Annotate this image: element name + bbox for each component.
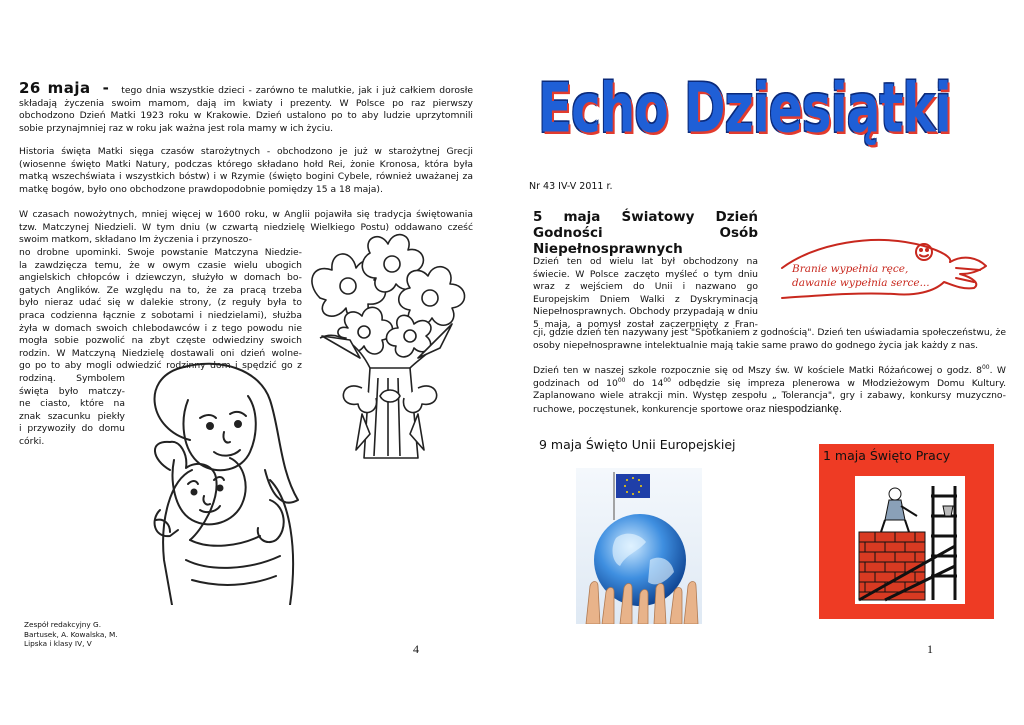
hands-slogan-illustration <box>774 232 994 302</box>
school-text: . W godzinach od 10 <box>533 365 1006 389</box>
history-paragraph: Historia święta Matki sięga czasów starożytnych - obchodzono je już w starożytnej Grecji (wiosenne święto Matki Natury, podczas którego składano hołd Rei, żonie Kronosa, która była matką wszechświata i wszystkich bóstw) i w Rzymie (święto bogini Cybele, również uważanej za matkę bogów, było ono obchodzone prawdopodobnie pomiędzy 15 a 18 maja). <box>19 146 473 195</box>
labour-day-box <box>819 444 994 619</box>
text-line: go po to aby mogli odwiedzić rodzinny dom i spędzić go z <box>19 360 302 372</box>
newsletter-masthead: Echo Dziesiątki <box>538 69 951 148</box>
time-sup: 00 <box>617 376 626 384</box>
disability-day-heading: 5 maja Światowy Dzień Godności Osób Niepełnosprawnych <box>533 209 758 257</box>
bricklayer-illustration <box>855 476 965 604</box>
school-text: do 14 <box>625 377 664 389</box>
school-text: Dzień ten w naszej szkole rozpocznie się od Mszy św. W kościele Matki Różańcowej o godz. 8 <box>533 365 982 376</box>
text-line: znak szacunku piekły <box>19 410 125 422</box>
editorial-line: Lipska i klasy IV, V <box>24 639 92 648</box>
page-number-right: 1 <box>927 642 933 656</box>
disability-day-text-narrow: Dzień ten od wielu lat był obchodzony na świecie. W Polsce zaczęto myśleć o tym dniu wraz z wejściem do Unii i nazwano go Europejskim Dniem Walki z Dyskryminacją Niepełnosprawnych. Obchody przypadają w dniu 5 maja, a pomysł został zaczerpnięty z Fran- <box>533 256 758 330</box>
page-number-left: 4 <box>413 642 419 656</box>
text-line: rodzin. W Matczyną Niedzielę dostawali oni dzień wolne- <box>19 347 302 359</box>
time-sup: 00 <box>981 363 990 371</box>
school-event-text <box>533 365 1006 416</box>
editorial-team <box>24 620 164 649</box>
editorial-line: Bartusek, A. Kowalska, M. <box>24 629 118 639</box>
text-line: żyła w domach swoich chlebodawców i z tego powodu nie <box>19 322 302 334</box>
disability-day-text-wide: cji, gdzie dzień ten nazywany jest "Spotkaniem z godnością". Dzień ten uświadamia społeczeństwu, że osoby niepełnosprawne intelektualnie mają takie same prawo do godnego życia jak każdy z nas. <box>533 327 1006 351</box>
eu-globe-photo <box>576 468 702 624</box>
modern-paragraph-lines <box>19 247 302 373</box>
mothers-day-intro <box>19 79 473 135</box>
text-line: było nieraz udać się w dalekie strony, (z reguły była to <box>19 297 302 309</box>
hands-slogan-line1: Branie wypełnia ręce, <box>792 263 909 275</box>
eu-day-caption: 9 maja Święto Unii Europejskiej <box>539 437 736 452</box>
text-line: no drobne upominki. Swoje powstanie Matczyna Niedzie- <box>19 247 302 258</box>
modern-paragraph-narrow <box>19 373 125 449</box>
time-sup: 00 <box>663 376 671 384</box>
flower-bouquet-illustration <box>300 228 480 460</box>
text-line: i przywoziły do domu <box>19 423 125 435</box>
hands-slogan-line2: dawanie wypełnia serce... <box>792 277 930 289</box>
text-line: święta było matczy- <box>19 385 125 397</box>
text-line: gatych Anglików. Ze względu na to, że za pracą trzeba <box>19 284 302 296</box>
article-dash: - <box>102 79 110 97</box>
editorial-line: Zespół redakcyjny G. <box>24 620 102 629</box>
text-line: angielskich chłopców i dziewczyn, służyło w domach bo- <box>19 272 302 284</box>
right-page <box>512 0 1024 725</box>
text-line: córki. <box>19 435 45 447</box>
surprise-word: niespodziankę. <box>768 402 842 415</box>
issue-number: Nr 43 IV-V 2011 r. <box>529 181 613 192</box>
school-text: odbędzie się impreza plenerowa w Młodzieżowym Domu Kultury. Zaplanowano wiele atrakcji min. Występ zespołu „ Tolerancja", gry i zabawy, konkursy muzyczno-ruchowe, poczęstunek, konkurencje sportowe oraz <box>533 377 1006 415</box>
mother-and-child-illustration <box>130 360 315 605</box>
intro-text: tego dnia wszystkie dzieci - zarówno te malutkie, jak i już całkiem dorosłe składają życzenia swoim mamom, dają im kwiaty i prezenty. W Polsce po raz pierwszy obchodzono Dzień Matki 1923 roku w Krakowie. Dzień ustalono po to aby ludzie uprzytomnili sobie przynajmniej raz w roku jak ważna jest rola mamy w ich życiu. <box>19 85 473 134</box>
text-line: rodziną. Symbolem <box>19 373 125 384</box>
text-line: la zawdzięcza temu, że w owym czasie wielu ubogich <box>19 259 302 271</box>
article-date: 26 maja <box>19 79 91 97</box>
labour-day-caption: 1 maja Święto Pracy <box>823 448 951 463</box>
modern-paragraph-full: W czasach nowożytnych, mniej więcej w 1600 roku, w Anglii pojawiła się tradycja świętowania tzw. Matczynej Niedzieli. W tym dniu (w czwartą niedzielę Wielkiego Postu) oddawano cześć swoim matkom, składano Im życzenia i przynoszo- <box>19 209 473 246</box>
text-line: mogła sobie pozwolić na zbyt częste odwiedziny swoich <box>19 335 302 347</box>
text-line: ne ciasto, które na <box>19 398 125 410</box>
text-line: praca codzienna łącznie z sobotami i niedzielami), służba <box>19 309 302 321</box>
